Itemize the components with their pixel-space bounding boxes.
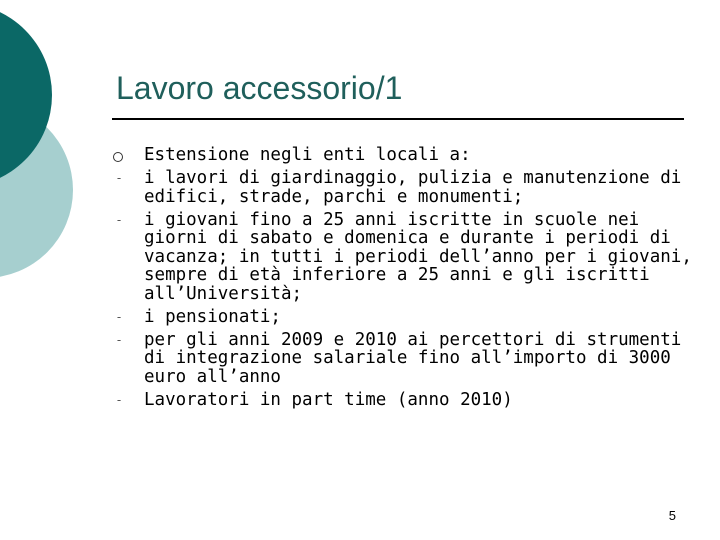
- item-text: i pensionati;: [144, 306, 281, 327]
- list-item: [112, 211, 692, 304]
- item-text: i giovani fino a 25 anni iscritte in scuole nei giorni di sabato e domenica e durante i periodi di vacanza; in tutti i periodi dell’anno per i giovani, sempre di età inferiore a 25 anni e gli iscritti all’Università;: [144, 209, 692, 304]
- item-text: i lavori di giardinaggio, pulizia e manutenzione di edifici, strade, parchi e monumenti;: [144, 168, 682, 207]
- list-item: [112, 169, 692, 206]
- dash-bullet-icon: -: [116, 212, 122, 227]
- decorative-teal-circles: [0, 0, 90, 290]
- dash-bullet-icon: -: [116, 171, 122, 185]
- item-text: Lavoratori in part time (anno 2010): [144, 389, 513, 410]
- dash-bullet-icon: -: [116, 392, 122, 407]
- list-item: [112, 308, 692, 327]
- list-item: [112, 146, 692, 165]
- item-text: Estensione negli enti locali a:: [144, 145, 471, 165]
- title-divider: [112, 118, 684, 120]
- slide-title: Lavoro accessorio/1: [116, 70, 403, 106]
- dash-bullet-icon: -: [116, 309, 122, 324]
- list-item: [112, 331, 692, 387]
- circle-bullet-icon: [113, 152, 123, 162]
- list-item: [112, 391, 692, 410]
- bullet-list: [112, 146, 692, 414]
- dash-bullet-icon: -: [116, 332, 122, 347]
- page-number: 5: [668, 508, 676, 523]
- item-text: per gli anni 2009 e 2010 ai percettori di strumenti di integrazione salariale fino all’importo di 3000 euro all’anno: [144, 329, 682, 387]
